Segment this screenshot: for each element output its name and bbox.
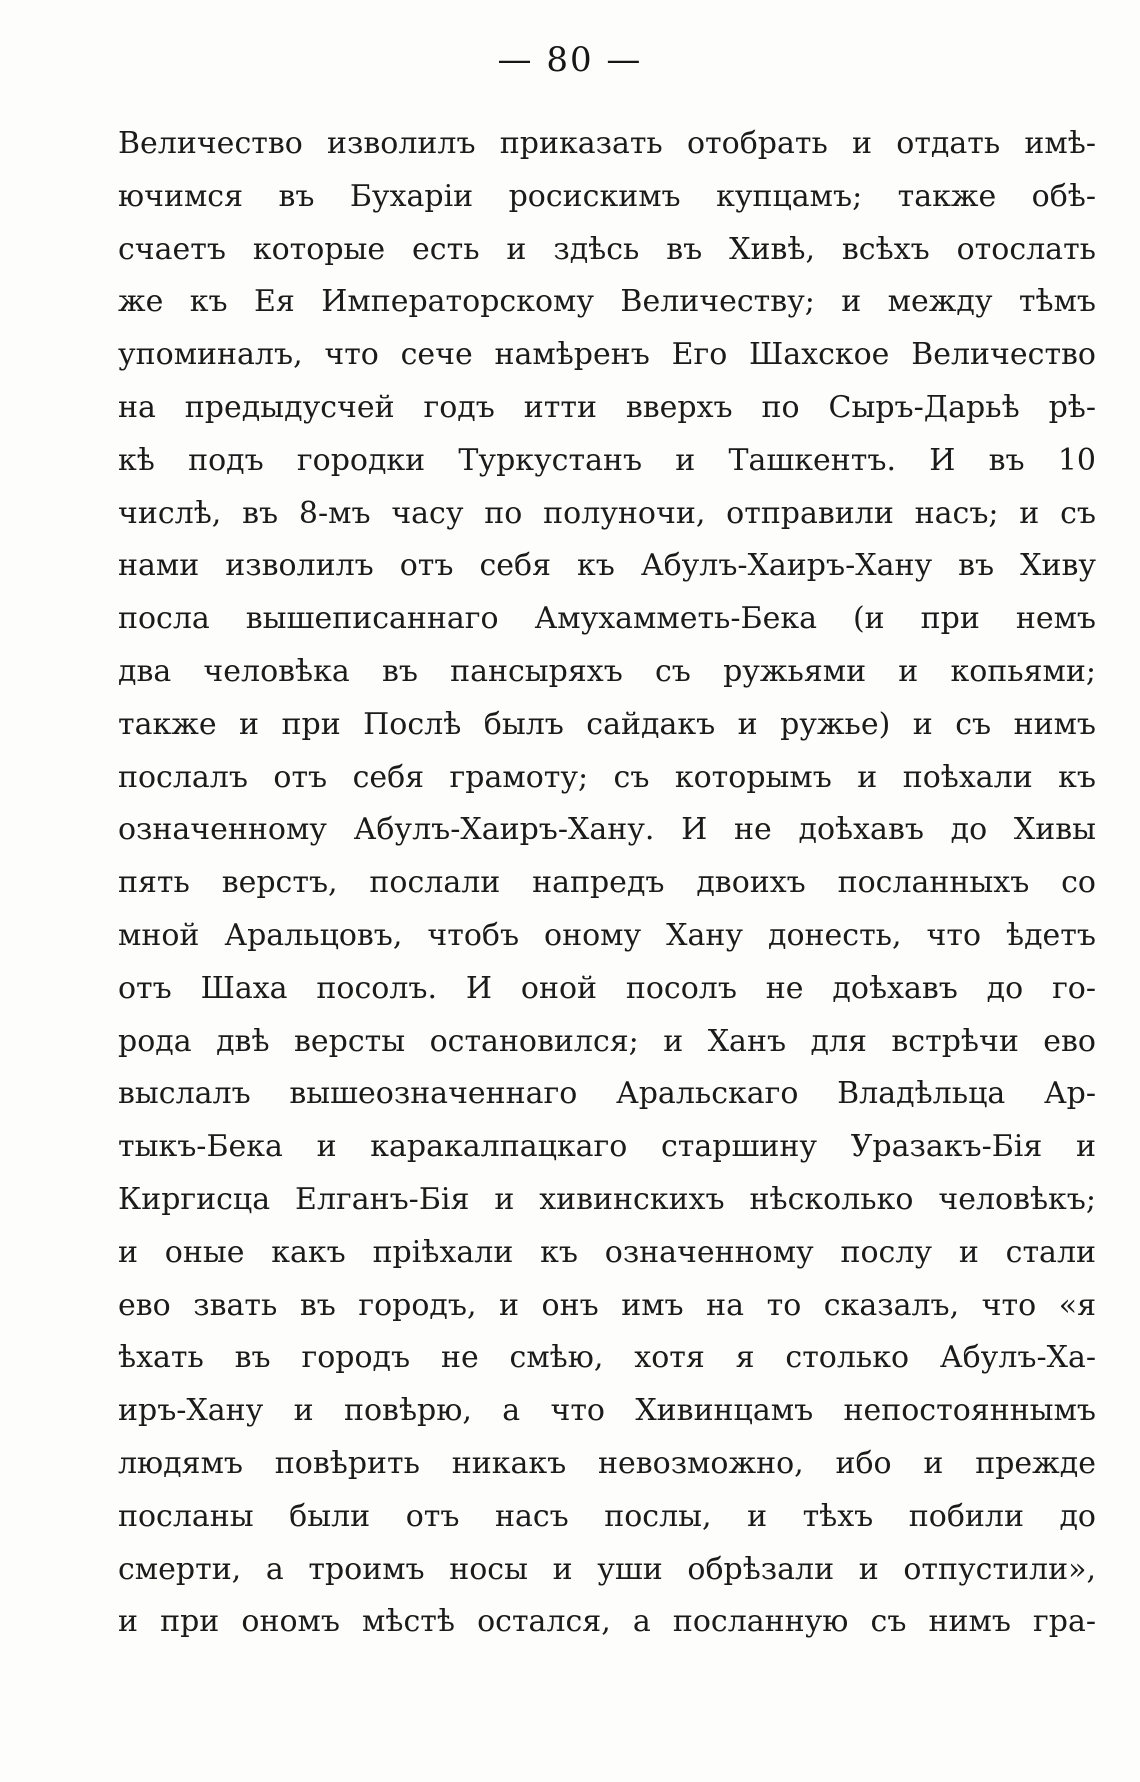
text-line: на предыдусчей годъ итти вверхъ по Сыръ-Дарьѣ рѣ- [118,389,1096,425]
body-text [118,118,1096,1649]
text-line: послалъ отъ себя грамоту; съ которымъ и поѣхали къ [118,759,1096,795]
text-line: пять верстъ, послали напредъ двоихъ посланныхъ со [118,865,1096,901]
text-line: нами изволилъ отъ себя къ Абулъ-Хаиръ-Хану въ Хиву [118,548,1096,584]
text-line: тыкъ-Бека и каракалпацкаго старшину Уразакъ-Бія и [118,1129,1096,1165]
page-number: — 80 — [497,40,643,80]
text-line: посла вышеписаннаго Амухамметь-Бека (и при немъ [118,601,1096,637]
text-line: означенному Абулъ-Хаиръ-Хану. И не доѣхавъ до Хивы [118,812,1096,848]
text-line: счаетъ которые есть и здѣсь въ Хивѣ, всѣхъ отослать [118,231,1096,267]
text-line: посланы были отъ насъ послы, и тѣхъ побили до [118,1498,1096,1534]
text-line: Величество изволилъ приказать отобрать и отдать имѣ- [118,126,1096,161]
text-line: людямъ повѣрить никакъ невозможно, ибо и прежде [118,1445,1096,1481]
text-line: числѣ, въ 8-мъ часу по полуночи, отправили насъ; и съ [118,495,1096,531]
text-line: мной Аральцовъ, чтобъ оному Хану донесть, что ѣдетъ [118,917,1096,953]
text-line: отъ Шаха посолъ. И оной посолъ не доѣхавъ до го- [118,970,1096,1006]
text-line: ево звать въ городъ, и онъ имъ на то сказалъ, что «я [118,1287,1096,1323]
text-line: ючимся въ Бухаріи росискимъ купцамъ; также обѣ- [118,178,1096,214]
text-line: смерти, а троимъ носы и уши обрѣзали и отпустили», [118,1551,1096,1587]
text-line: также и при Послѣ былъ сайдакъ и ружье) и съ нимъ [118,706,1096,742]
text-line: и при ономъ мѣстѣ остался, а посланную съ нимъ гра- [118,1604,1096,1640]
text-line: рода двѣ версты остановился; и Ханъ для встрѣчи ево [118,1023,1096,1059]
text-line: выслалъ вышеозначеннаго Аральскаго Владѣльца Ар- [118,1076,1096,1112]
text-line: же къ Ея Императорскому Величеству; и между тѣмъ [118,284,1096,320]
text-line: ѣхать въ городъ не смѣю, хотя я столько Абулъ-Ха- [118,1340,1096,1376]
text-line: и оные какъ пріѣхали къ означенному послу и стали [118,1234,1096,1270]
text-line: упоминалъ, что сече намѣренъ Его Шахское Величество [118,337,1096,373]
text-line: иръ-Хану и повѣрю, а что Хивинцамъ непостояннымъ [118,1393,1096,1429]
text-line: Киргисца Елганъ-Бія и хивинскихъ нѣсколько человѣкъ; [118,1181,1096,1217]
text-line: два человѣка въ пансыряхъ съ ружьями и копьями; [118,653,1096,689]
text-line: кѣ подъ городки Туркустанъ и Ташкентъ. И въ 10 [118,442,1096,478]
